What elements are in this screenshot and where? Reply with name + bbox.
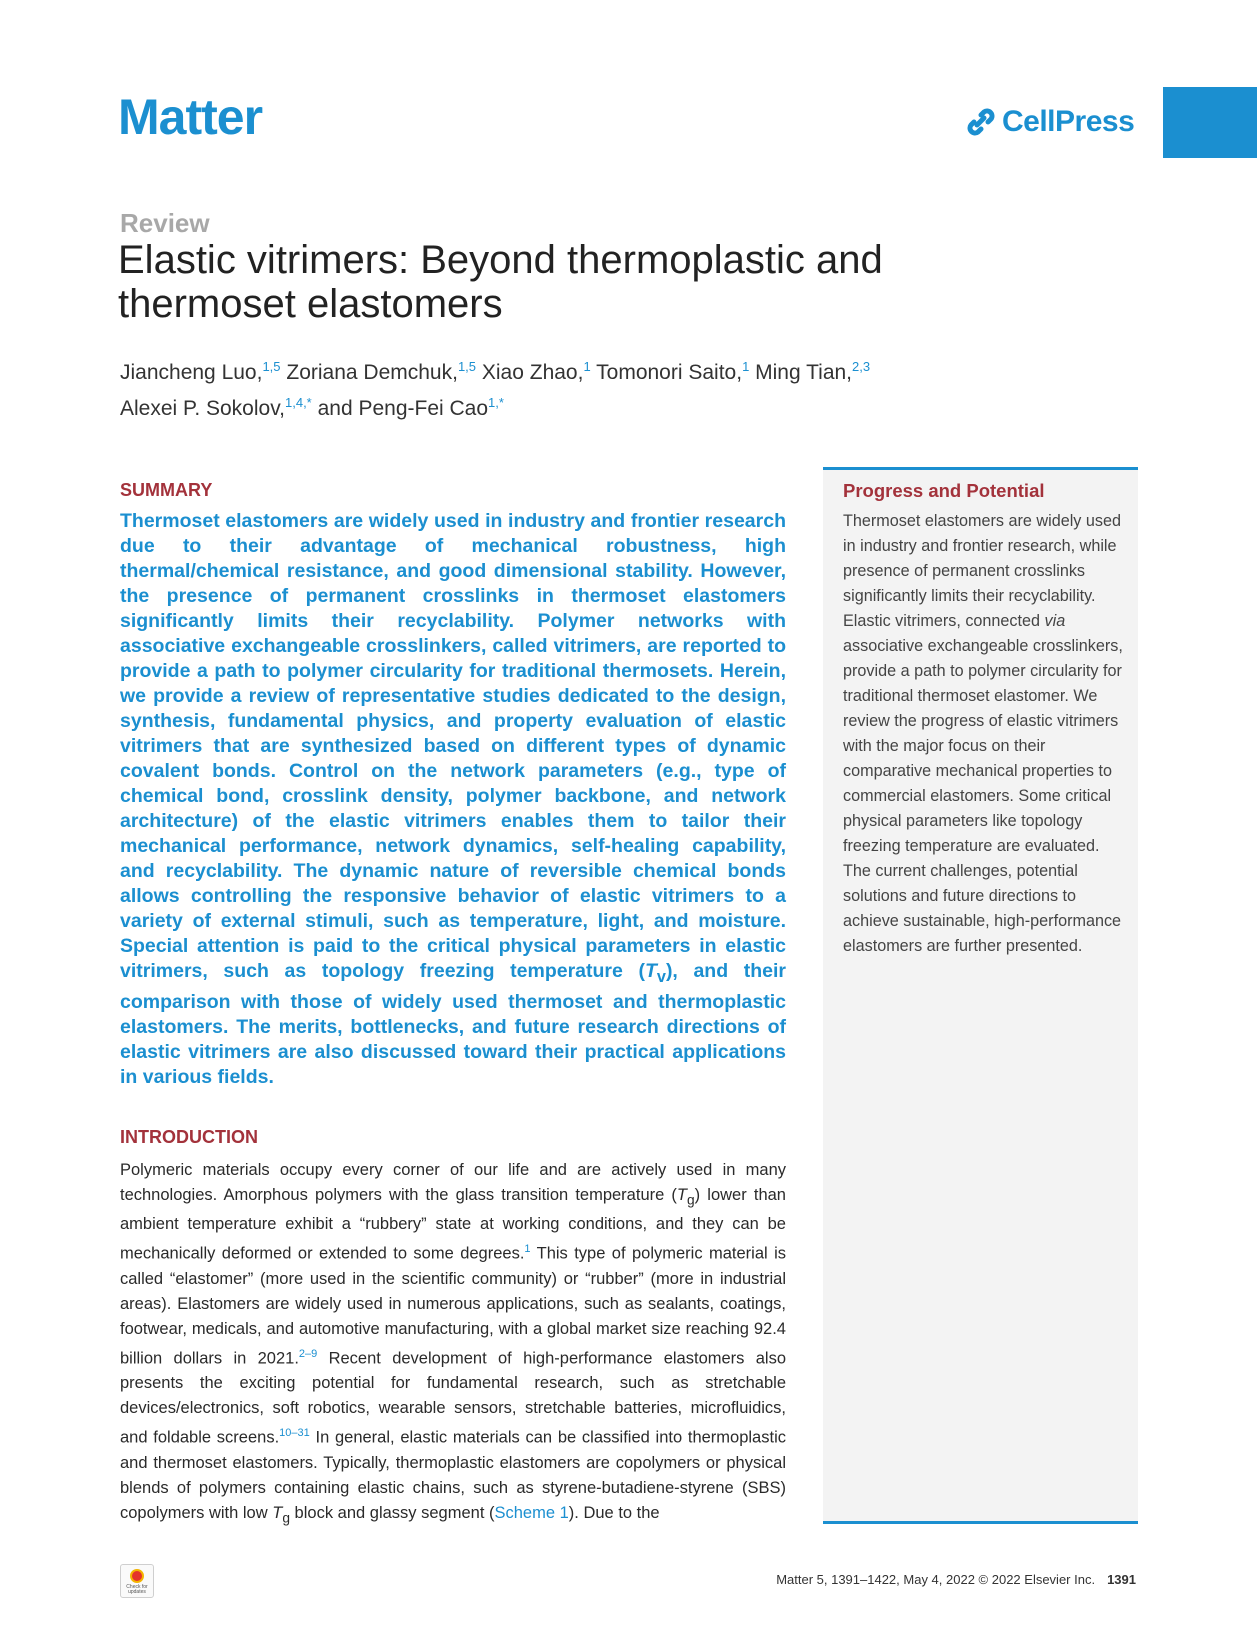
summary-text: Thermoset elastomers are widely used in industry and frontier research due to their advantage of mechanical robustness, high thermal/chemical resistance, and good dimensional stability. However, the presence of permanent crosslinks in thermoset elastomers significantly limits their recyclability. Polymer networks with associative exchangeable crosslinkers, called vitrimers, are reported to provide a path to polymer circularity for traditional thermosets. Herein, we provide a review of representative studies dedicated to the design, synthesis, fundamental physics, and property evaluation of elastic vitrimers that are synthesized based on different types of dynamic covalent bonds. Control on the network parameters (e.g., type of chemical bond, crosslink density, polymer backbone, and network architecture) of the elastic vitrimers enables them to tailor their mechanical performance, network dynamics, self-healing capability, and recyclability. The dynamic nature of reversible chemical bonds allows controlling the responsive behavior of elastic vitrimers to a variety of external stimuli, such as temperature, light, and moisture. Special attention is paid to the critical physical parameters in elastic vitrimers, such as topology freezing temperature $(T_v)$, and their comparison with those of widely used thermoset and thermoplastic elastomers. The merits, bottlenecks, and future research directions of elastic vitrimers are also discussed toward their practical applications in various fields. [120, 510, 786, 1088]
author-name: and Peng-Fei Cao [317, 397, 489, 420]
journal-name: Matter [118, 89, 263, 145]
author-name: Xiao Zhao, [481, 361, 584, 384]
check-for-updates-badge[interactable] [120, 1564, 154, 1598]
page-edge-tab [1163, 87, 1257, 158]
badge-label: Check for updates [126, 1584, 148, 1595]
scheme-link[interactable]: Scheme 1 [494, 1503, 569, 1522]
reference-link[interactable]: 1 [524, 1243, 531, 1256]
update-icon [130, 1569, 144, 1583]
citation-text: Matter 5, 1391–1422, May 4, 2022 © 2022 Elsevier Inc. [776, 1572, 1096, 1587]
affiliation-ref[interactable]: 1,4,* [285, 395, 312, 410]
affiliation-ref[interactable]: 1,5 [262, 359, 281, 374]
publisher-name: CellPress [1002, 105, 1135, 138]
sidebar-text: Thermoset elastomers are widely used in industry and frontier research, while presence of permanent crosslinks significantly limits their recyclability. Elastic vitrimers, connected via associative exchangeable crosslinkers, provide a path to polymer circularity for traditional thermoset elastomer. We review the progress of elastic vitrimers with the major focus on their comparative mechanical properties to commercial elastomers. Some critical physical parameters like topology freezing temperature are evaluated. The current challenges, potential solutions and future directions to achieve sustainable, high-performance elastomers are further presented. [843, 512, 1123, 955]
progress-potential-box [823, 467, 1138, 1524]
summary-heading: SUMMARY [120, 480, 213, 500]
author-name: Tomonori Saito, [596, 361, 743, 384]
cellpress-link-icon [965, 106, 997, 138]
footer-citation [776, 1572, 1136, 1587]
author-name: Jiancheng Luo, [120, 361, 263, 384]
affiliation-ref[interactable]: 1 [742, 359, 750, 374]
introduction-text: Polymeric materials occupy every corner of our life and are actively used in many technologies. Amorphous polymers with the glass transition temperature $(T_g)$ lower than ambient temperature exhibit a “rubbery” state at working conditions, and they can be mechanically deformed or extended to some degrees.$^1$ This type of polymeric material is called “elastomer” (more used in the scientific community) or “rubber” (more in industrial areas). Elastomers are widely used in numerous applications, such as sealants, coatings, footwear, medicals, and automotive manufacturing, with a global market size reaching 92.4 billion dollars in 2021.$^{2-9}$ Recent development of high-performance elastomers also presents the exciting potential for fundamental research, such as stretchable devices/electronics, soft robotics, wearable sensors, stretchable batteries, microfluidics, and foldable screens.$^{10-31}$ In general, elastic materials can be classified into thermoplastic and thermoset elastomers. Typically, thermoplastic elastomers are copolymers or physical blends of polymers containing elastic chains, such as styrene-butadiene-styrene (SBS) copolymers with low $T_g$ block and glassy segment (Scheme 1). Due to the [120, 1161, 786, 1526]
author-name: Alexei P. Sokolov, [120, 397, 285, 420]
reference-link[interactable]: 2–9 [298, 1347, 318, 1360]
cellpress-logo[interactable] [965, 105, 1134, 139]
author-name: Zoriana Demchuk, [286, 361, 458, 384]
affiliation-ref[interactable]: 1 [583, 359, 591, 374]
page-number: 1391 [1107, 1572, 1136, 1587]
affiliation-ref[interactable]: 1,* [488, 395, 504, 410]
author-name: Ming Tian, [755, 361, 853, 384]
reference-link[interactable]: 10–31 [279, 1427, 310, 1440]
sidebar-heading: Progress and Potential [843, 480, 1045, 501]
affiliation-ref[interactable]: 1,5 [457, 359, 477, 374]
introduction-heading: INTRODUCTION [120, 1127, 258, 1147]
affiliation-ref[interactable]: 2,3 [852, 359, 871, 374]
author-list [120, 352, 980, 424]
article-type: Review [120, 208, 210, 238]
article-title: Elastic vitrimers: Beyond thermoplastic and thermoset elastomers [118, 238, 883, 326]
